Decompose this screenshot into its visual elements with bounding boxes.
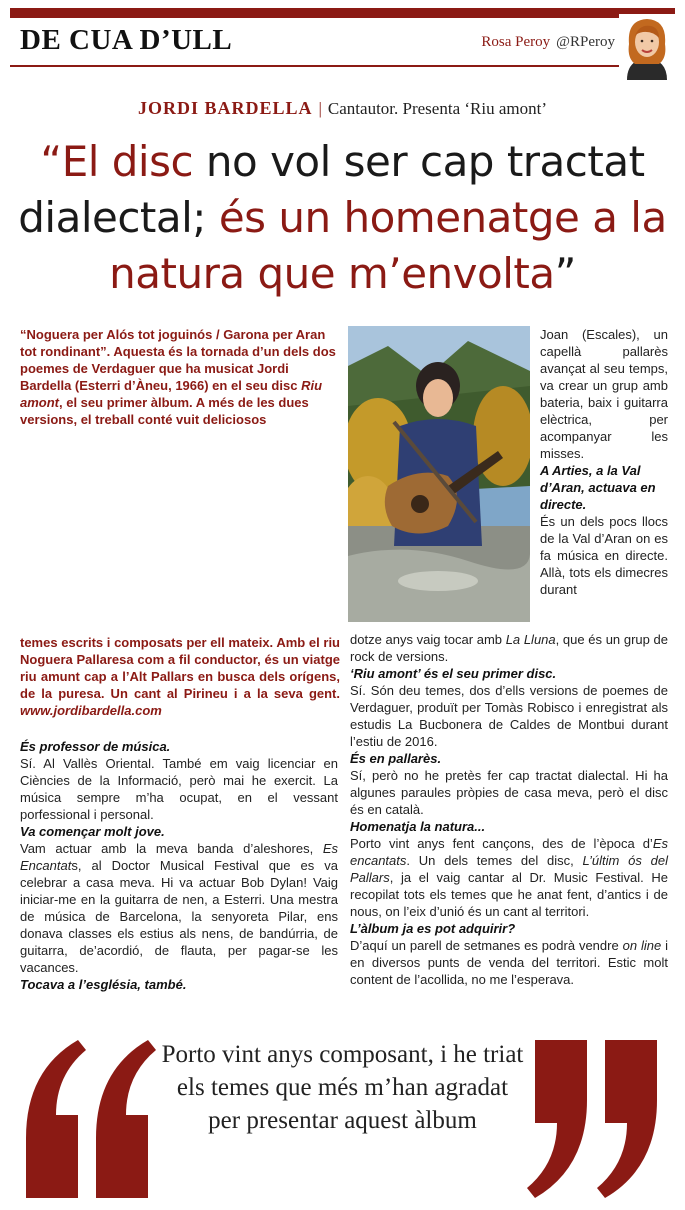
- right-question-1: ‘Riu amont’ és el seu primer disc.: [350, 666, 557, 681]
- left-question-1: És professor de música.: [20, 739, 171, 754]
- author-avatar: [619, 14, 675, 80]
- intro-lead-end: , el seu primer àlbum. A més de les dues versions, el treball conté vuit deliciosos: [20, 395, 309, 427]
- intro-lead-continued-text: temes escrits i composats per ell mateix. Amb el riu Noguera Pallaresa com a fil conductor, és un viatge riu amunt cap a l’Alt Pallars en busca dels orígens, de la puresa. Un cant al Pirineu i a la seva gent.: [20, 635, 340, 701]
- interviewee-separator: |: [318, 99, 322, 118]
- right-answer-0-text-a: dotze anys vaig tocar amb: [350, 632, 506, 647]
- right-column: [350, 631, 668, 988]
- pull-quote-text: Porto vint anys composant, i he triat els temes que més m’han agradat per presentar aquest àlbum: [161, 1041, 524, 1134]
- left-answer-2-text-b: s, al Doctor Musical Festival que es va celebrar a casa meva. Hi va actuar Bob Dylan! Vaig iniciar-me en la guitarra de nen, a Esterri. Una mestra de música de Barcelona, la senyoreta Pilar, ens donava classes els estius als nens, de bandúrria, de guitarra, de’acordió, de flauta, per pagar-se les vacances.: [20, 858, 338, 975]
- right-top-column: [540, 326, 668, 598]
- intro-lead: [20, 326, 338, 428]
- close-quote-icon: [525, 1030, 670, 1205]
- right-answer-3-text-c: , ja el vaig cantar al Dr. Music Festival. He recopilat tots els temes que he anat fent, d’antics i de nous, on l’eix d’unió és un cant al territori.: [350, 870, 668, 919]
- headline-red-part-1: El disc: [61, 137, 194, 186]
- right-question-4: L’àlbum ja es pot adquirir?: [350, 921, 516, 936]
- open-quote-icon: [16, 1030, 161, 1205]
- left-question-3: Tocava a l’església, també.: [20, 977, 187, 992]
- right-answer-0-band: La Lluna: [505, 632, 556, 647]
- left-answer-2-text-a: Vam actuar amb la meva banda d’aleshores,: [20, 841, 323, 856]
- right-top-paragraph-2: És un dels pocs llocs de la Val d’Aran on es fa música en directe. Allà, tots els dimecres durant: [540, 514, 668, 597]
- right-answer-3-text-a: Porto vint anys fent cançons, des de l’època d’: [350, 836, 653, 851]
- left-answer-2-band: Es Encantat: [20, 841, 338, 873]
- right-question-2: És en pallarès.: [350, 751, 442, 766]
- left-answer-1: Sí. Al Vallès Oriental. També em vaig licenciar en Ciències de la Informació, però mai he exercit. La música sempre m’ha ocupat, en el vessant porfessional i personal.: [20, 756, 338, 822]
- right-top-question-1: A Arties, a la Val d’Aran, actuava en directe.: [540, 463, 656, 512]
- top-accent-rule: [10, 8, 675, 18]
- right-answer-0-text-b: , que és un grup de rock de versions.: [350, 632, 668, 664]
- interviewee-description: Cantautor. Presenta ‘Riu amont’: [327, 99, 547, 118]
- left-question-2: Va començar molt jove.: [20, 824, 165, 839]
- right-answer-1: Sí. Són deu temes, dos d’ells versions de poemes de Verdaguer, produït per Tomàs Robisco i enregistrat als estudis La Bucbonera de Caldes de Montbui durant l’estiu de 2016.: [350, 683, 668, 749]
- intro-album-title: Riu amont: [20, 378, 323, 410]
- interviewee-line: [0, 98, 685, 119]
- interviewee-name: JORDI BARDELLA: [137, 98, 313, 118]
- right-answer-4: [350, 937, 668, 988]
- right-answer-0: [350, 631, 668, 665]
- headline-open-quote: “: [40, 137, 62, 186]
- right-answer-3-song: L’últim ós del Pallars: [350, 853, 668, 885]
- right-top-paragraph-1: Joan (Escales), un capellà pallarès avançat al seu temps, va crear un grup amb bateria, baix i guitarra elèctrica, per acompanyar les misses.: [540, 327, 668, 461]
- headline-red-part-2: és un homenatge a la natura que m’envolta: [109, 193, 667, 298]
- section-title: DE CUA D’ULL: [20, 24, 233, 56]
- author-byline: [481, 34, 615, 51]
- intro-lead-text: “Noguera per Alós tot joguinós / Garona per Aran tot rondinant”. Aquesta és la tornada d’un dels dos poemes de Verdaguer que ha musicat Jordi Bardella (Esterri d’Àneu, 1966) en el seu disc: [20, 327, 336, 393]
- pull-quote: [0, 1030, 685, 1210]
- right-answer-4-text-b: i en diversos punts de venda del territori. Estic molt content de l’acollida, no me l’esperava.: [350, 938, 669, 987]
- author-name: Rosa Peroy: [481, 34, 551, 50]
- headline: [10, 134, 675, 302]
- right-answer-3: [350, 835, 668, 920]
- header-rule: [10, 65, 675, 67]
- right-answer-3-text-b: . Un dels temes del disc,: [406, 853, 583, 868]
- website-link[interactable]: www.jordibardella.com: [20, 703, 162, 718]
- left-column: [20, 738, 338, 993]
- author-handle: @RPeroy: [556, 34, 615, 50]
- right-answer-4-online: on line: [622, 938, 662, 953]
- intro-lead-continued: [20, 634, 340, 719]
- headline-black-part: no vol ser cap tractat dialectal;: [18, 137, 645, 242]
- right-answer-2: Sí, però no he pretès fer cap tractat dialectal. Hi ha algunes paraules pròpies de casa meva, però el disc és en català.: [350, 768, 668, 817]
- headline-close-quote: ”: [554, 249, 576, 298]
- right-answer-3-band: Es encantats: [350, 836, 668, 868]
- right-question-3: Homenatja la natura...: [350, 819, 486, 834]
- guitarist-photo: [348, 326, 530, 622]
- right-answer-4-text-a: D’aquí un parell de setmanes es podrà vendre: [350, 938, 623, 953]
- left-answer-2: [20, 840, 338, 976]
